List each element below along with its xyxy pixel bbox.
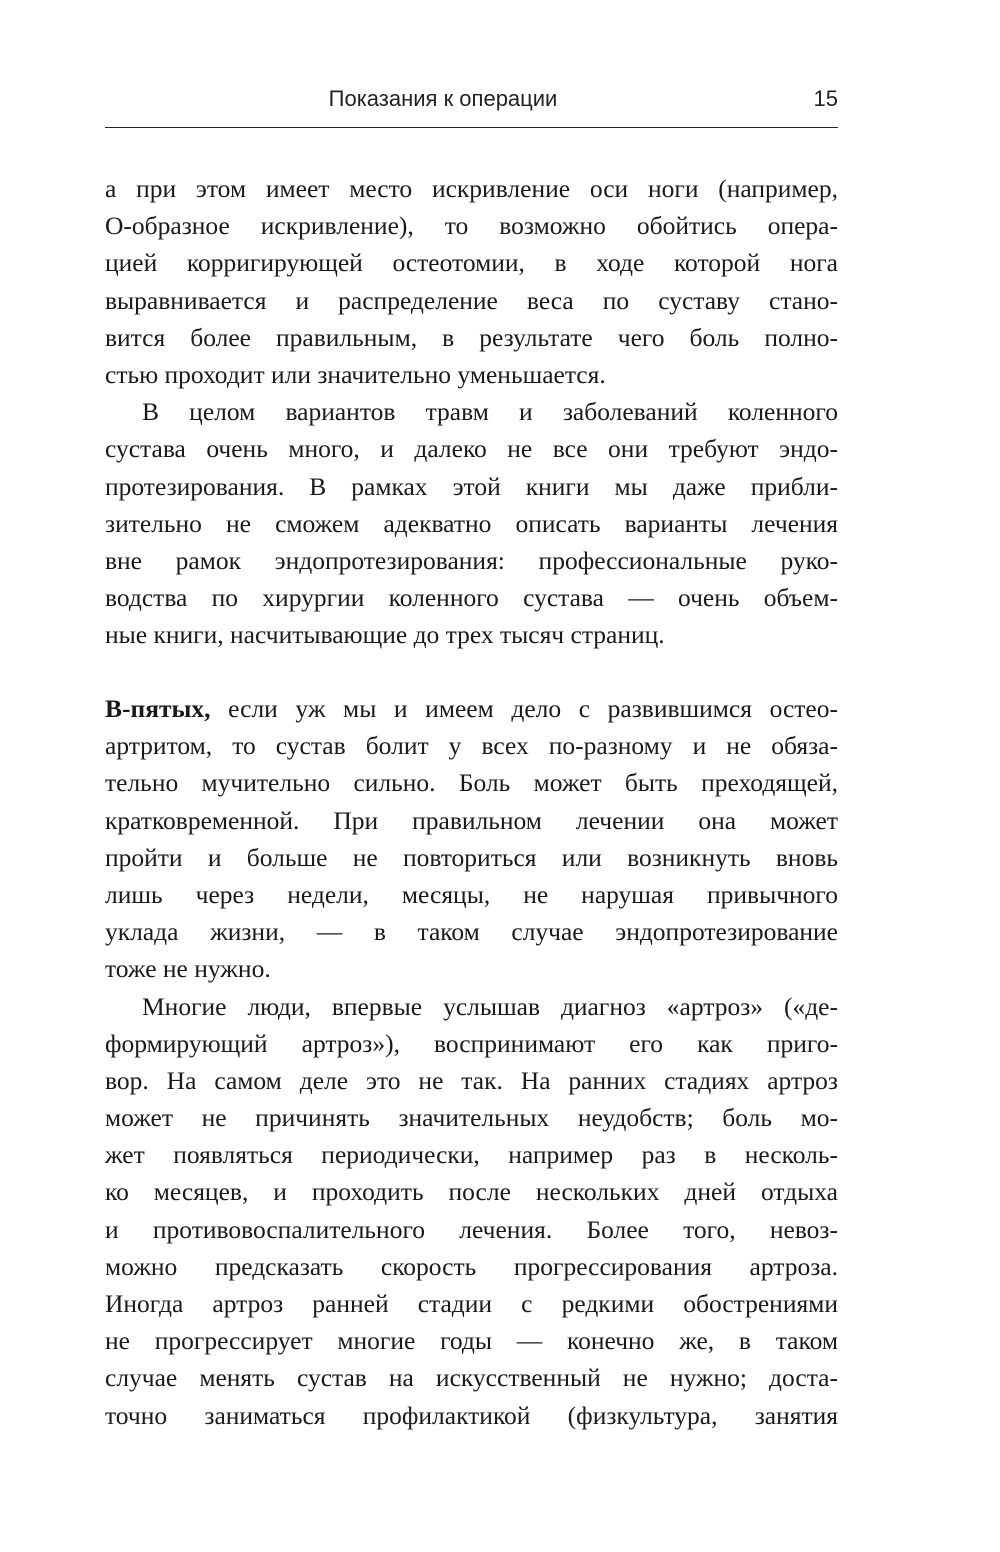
text-line: вне рамок эндопротезирования: профессиональные руко-	[105, 545, 838, 575]
lead-line-rest: если уж мы и имеем дело с развившимся остео-	[210, 694, 838, 723]
text-line: а при этом имеет место искривление оси ноги (например,	[105, 174, 838, 203]
text-line: сустава очень много, и далеко не все они требуют эндо-	[105, 434, 838, 464]
text-line: случае менять сустав на искусственный не нужно; доста-	[105, 1363, 838, 1393]
text-line: вор. На самом деле это не так. На ранних стадиях артроз	[105, 1065, 838, 1095]
text-line: точно заниматься профилактикой (физкультура, занятия	[105, 1400, 838, 1430]
text-line: тельно мучительно сильно. Боль может быть преходящей,	[105, 768, 838, 798]
paragraph-injuries	[105, 393, 838, 653]
text-line: кратковременной. При правильном лечении она может	[105, 805, 838, 835]
text-line: Иногда артроз ранней стадии с редкими обострениями	[105, 1289, 838, 1318]
text-line: водства по хирургии коленного сустава — очень объем-	[105, 583, 838, 613]
text-line-lead	[105, 690, 838, 727]
text-line: уклада жизни, — в таком случае эндопротезирование	[105, 917, 838, 947]
text-line: стью проходит или значительно уменьшается.	[105, 359, 606, 389]
lead-in-bold: В-пятых,	[105, 694, 211, 723]
text-line: вится более правильным, в результате чего боль полно-	[105, 322, 838, 352]
text-block-lower	[105, 690, 838, 1434]
text-block-upper	[105, 170, 838, 653]
paragraph-arthrosis	[105, 988, 838, 1434]
text-line: может не причинять значительных неудобств; боль мо-	[105, 1103, 838, 1133]
running-header	[105, 86, 838, 116]
text-line: лишь через недели, месяцы, не нарушая привычного	[105, 879, 838, 909]
text-line: ко месяцев, и проходить после нескольких дней отдыха	[105, 1177, 838, 1207]
text-line: тоже не нужно.	[105, 954, 271, 984]
text-line: формирующий артроз»), воспринимают его как приго-	[105, 1028, 838, 1058]
text-line: цией корригирующей остеотомии, в ходе которой нога	[105, 248, 838, 278]
paragraph-fifthly	[105, 690, 838, 988]
text-line: можно предсказать скорость прогрессирования артроза.	[105, 1251, 838, 1281]
text-line: зительно не сможем адекватно описать варианты лечения	[105, 508, 838, 538]
page-number: 15	[813, 86, 838, 111]
text-line: и противовоспалительного лечения. Более того, невоз-	[105, 1214, 838, 1244]
text-line: артритом, то сустав болит у всех по-разному и не обяза-	[105, 731, 838, 761]
text-line: В целом вариантов травм и заболеваний коленного	[142, 397, 838, 427]
section-title: Показания к операции	[328, 86, 558, 111]
text-line: пройти и больше не повториться или возникнуть вновь	[105, 842, 838, 872]
text-line: ные книги, насчитывающие до трех тысяч страниц.	[105, 620, 665, 650]
header-rule	[105, 127, 838, 128]
text-line: выравнивается и распределение веса по суставу стано-	[105, 285, 838, 315]
text-line: жет появляться периодически, например раз в несколь-	[105, 1140, 838, 1170]
text-line: Многие люди, впервые услышав диагноз «артроз» («де-	[142, 991, 838, 1021]
paragraph-continued	[105, 170, 838, 393]
text-line: протезирования. В рамках этой книги мы даже прибли-	[105, 471, 838, 501]
text-line: О-образное искривление), то возможно обойтись опера-	[105, 211, 838, 241]
text-line: не прогрессирует многие годы — конечно же, в таком	[105, 1326, 838, 1356]
